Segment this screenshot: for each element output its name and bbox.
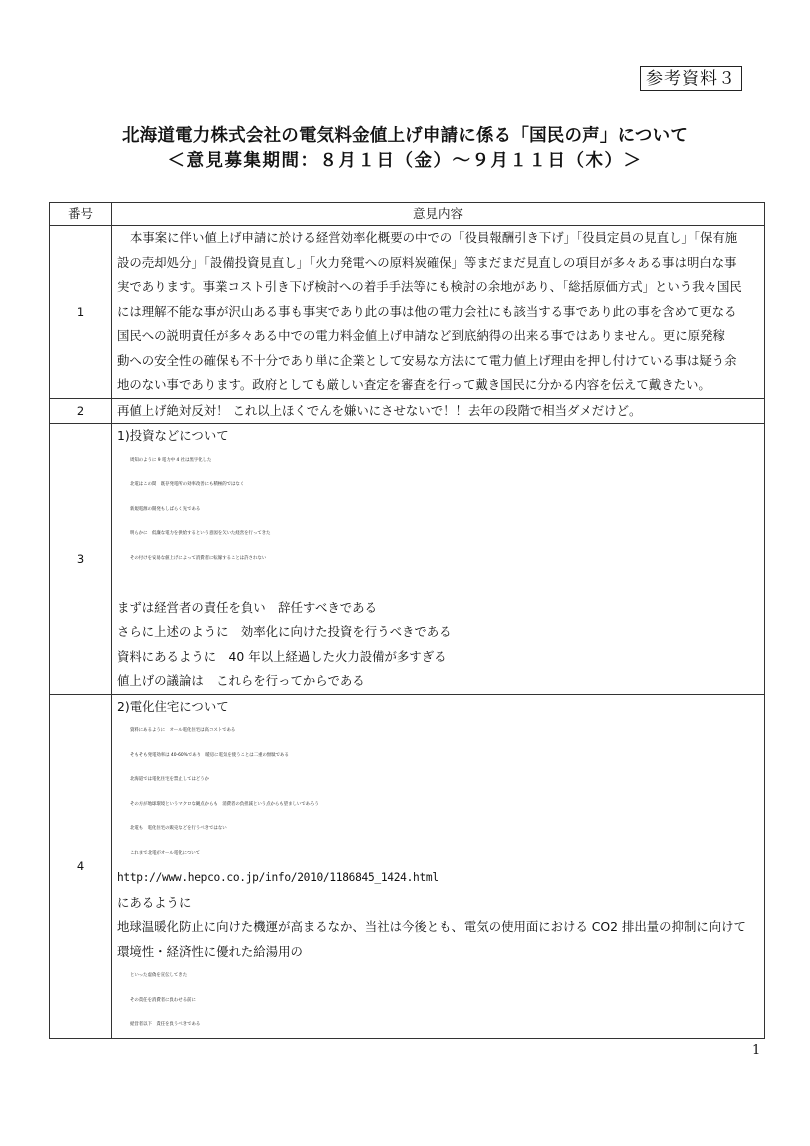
content-line: には理解不能な事が沢山ある事も事実であり此の事は他の電力会社にも該当する事であり此の事を含めて更なる xyxy=(117,303,737,319)
reference-material-label: 参考資料３ xyxy=(640,66,742,91)
content-line: 本事案に伴い値上げ申請に於ける経営効率化概要の中での「役員報酬引き下げ」「役員定員の見直し」「保有施 xyxy=(130,230,738,245)
table-row xyxy=(50,694,765,1038)
content-line: 周知のように 9 電力中 4 社は黒字化した xyxy=(130,457,212,463)
content-line: これまで北電がオール電化について xyxy=(130,850,201,856)
table-row xyxy=(50,226,765,399)
content-line: その方が地球環境というマクロな観点からも 消費者の負担減という点からも望ましいであろう xyxy=(130,801,319,807)
row-number: 4 xyxy=(50,694,112,1038)
page-number: 1 xyxy=(752,1043,761,1058)
content-line: 北電はこの間 既存発電所の効率改善にも積極的ではなく xyxy=(130,482,245,487)
opinions-table xyxy=(49,202,765,1039)
blank-line xyxy=(117,571,759,596)
row-content xyxy=(112,424,765,695)
table-row xyxy=(50,398,765,424)
content-line: 明らかに 低廉な電力を供給するという意図を欠いた経営を行ってきた xyxy=(130,531,271,536)
content-line: 地球温暖化防止に向けた機運が高まるなか、当社は今後とも、電気の使用面における CO2 排出量の抑制に向けて xyxy=(117,919,746,934)
content-line: 実であります。事業コスト引き下げ検討への着手手法等にも検討の余地があり、「総括原価方式」という我々国民 xyxy=(117,279,742,294)
content-line: 設の売却処分」「設備投資見直し」「火力発電への原料炭確保」等まだまだ見直しの項目が多々ある事は明白な事 xyxy=(117,254,737,270)
title-line-1: 北海道電力株式会社の電気料金値上げ申請に係る「国民の声」について xyxy=(121,126,689,146)
content-heading: 2)電化住宅について xyxy=(117,698,229,714)
row-content xyxy=(112,398,765,424)
content-line: にあるように xyxy=(117,894,192,910)
row-content xyxy=(112,694,765,1038)
content-line: まずは経営者の責任を負い 辞任すべきである xyxy=(117,599,377,615)
content-line: さらに上述のように 効率化に向けた投資を行うべきである xyxy=(117,624,452,639)
content-line: その付けを安易な値上げによって消費者に転嫁することは許されない xyxy=(130,555,267,561)
content-line: 環境性・経済性に優れた給湯用の xyxy=(117,943,303,959)
content-line: そもそも発電効率は 40-60%であり 暖房に電気を使うことは二重の無駄である xyxy=(130,752,289,758)
content-line: 地のない事であります。政府としても厳しい査定を審査を行って戴き国民に分かる内容を伝えて戴きたい。 xyxy=(117,377,711,392)
content-line: 動への安全性の確保も不十分であり単に企業として安易な方法にて電力値上げ理由を押し付けている事は疑う余 xyxy=(117,352,737,368)
row-number: 1 xyxy=(50,226,112,399)
content-line: 新規電源の開発もしばらく先である xyxy=(130,506,201,512)
content-line: 経営者以下 責任を負うべきである xyxy=(130,1022,201,1027)
hepco-url-text: http://www.hepco.co.jp/info/2010/1186845_1424.html xyxy=(117,871,439,884)
content-line: 値上げの議論は これらを行ってからである xyxy=(117,673,365,688)
row-number: 3 xyxy=(50,424,112,695)
content-line: 北海道では電化住宅を禁止してはどうか xyxy=(130,777,210,782)
row-content xyxy=(112,226,765,399)
content-heading: 1)投資などについて xyxy=(117,428,229,443)
content-line: といった虚偽を宣伝してきた xyxy=(130,973,188,978)
content-line: 国民への説明責任が多々ある中での電力料金値上げ申請など到底納得の出来る事ではありません。更に原発稼 xyxy=(117,328,725,343)
content-line: 再値上げ絶対反対！ これ以上ほくでんを嫌いにさせないで！！去年の段階で相当ダメだけど。 xyxy=(117,402,642,418)
content-line: 資料にあるように オール電化住宅は高コストである xyxy=(130,728,236,733)
table-header-row xyxy=(50,203,765,226)
content-line: 北電も 電化住宅の販売などを行うべきではない xyxy=(130,826,227,831)
content-line: 資料にあるように 40 年以上経過した火力設備が多すぎる xyxy=(117,648,447,664)
document-title xyxy=(0,124,810,174)
row-number: 2 xyxy=(50,398,112,424)
header-content: 意見内容 xyxy=(112,203,765,226)
content-line: その責任を消費者に負わせる前に xyxy=(130,997,196,1003)
title-line-2-period: ＜意見募集期間：８月１日（金）～９月１１日（木）＞ xyxy=(167,151,643,171)
header-number: 番号 xyxy=(50,203,112,226)
table-row xyxy=(50,424,765,695)
